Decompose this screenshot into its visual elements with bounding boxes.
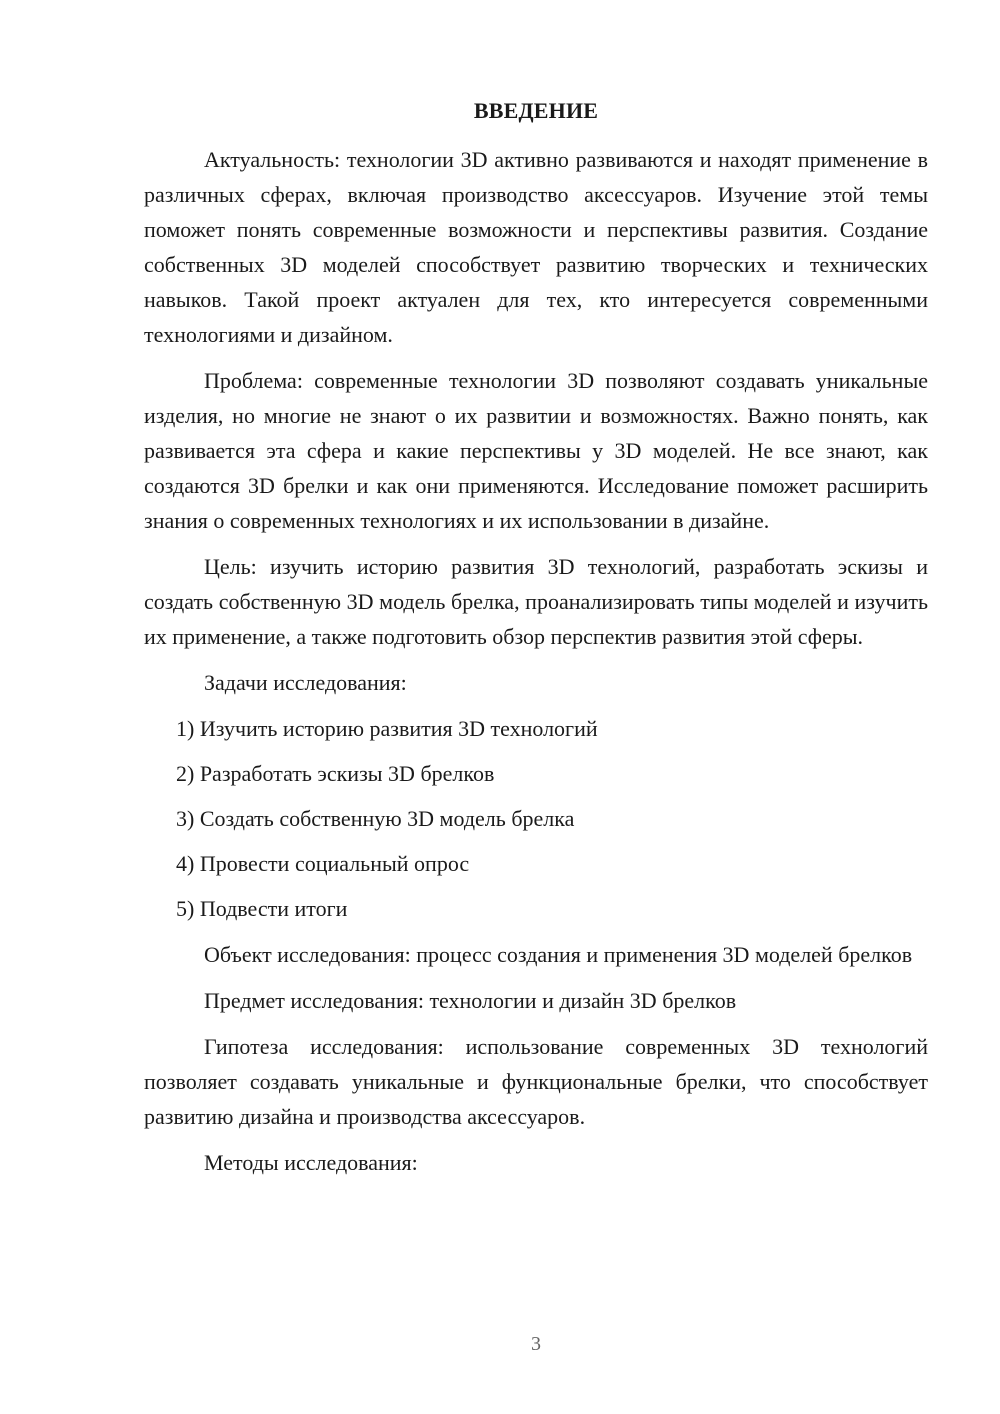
paragraph-object: Объект исследования: процесс создания и применения 3D моделей брелков [204, 942, 913, 967]
list-item: 2) Разработать эскизы 3D брелков [176, 761, 495, 786]
list-item: 1) Изучить историю развития 3D технологий [176, 716, 598, 741]
paragraph-problem: Проблема: современные технологии 3D позволяют создавать уникальные изделия, но многие не знают о их развитии и возможностях. Важно понять, как развивается эта сфера и какие перспективы у 3D моделей. Не все знают, как создаются 3D брелки и как они применяются. Исследование поможет расширить знания о современных технологиях и их использовании в дизайне. [144, 368, 928, 533]
section-title: ВВЕДЕНИЕ [473, 98, 599, 123]
paragraph-methods: Методы исследования: [204, 1150, 418, 1175]
list-item: 3) Создать собственную 3D модель брелка [176, 806, 575, 831]
list-item: 5) Подвести итоги [176, 896, 348, 921]
page-content [144, 96, 928, 1191]
paragraph-hypothesis: Гипотеза исследования: использование современных 3D технологий позволяет создавать уникальные и функциональные брелки, что способствует развитию дизайна и производства аксессуаров. [144, 1034, 928, 1129]
list-item: 4) Провести социальный опрос [176, 851, 470, 876]
tasks-list [144, 711, 928, 926]
paragraph-tasks-heading: Задачи исследования: [204, 670, 407, 695]
paragraph-goal: Цель: изучить историю развития 3D технологий, разработать эскизы и создать собственную 3D модель брелка, проанализировать типы моделей и изучить их применение, а также подготовить обзор перспектив развития этой сферы. [144, 554, 928, 649]
paragraph-relevance: Актуальность: технологии 3D активно развиваются и находят применение в различных сферах, включая производство аксессуаров. Изучение этой темы поможет понять современные возможности и перспективы развития. Создание собственных 3D моделей способствует развитию творческих и технических навыков. Такой проект актуален для тех, кто интересуется современными технологиями и дизайном. [144, 147, 928, 347]
page-number: 3 [531, 1333, 541, 1355]
paragraph-subject: Предмет исследования: технологии и дизайн 3D брелков [204, 988, 737, 1013]
